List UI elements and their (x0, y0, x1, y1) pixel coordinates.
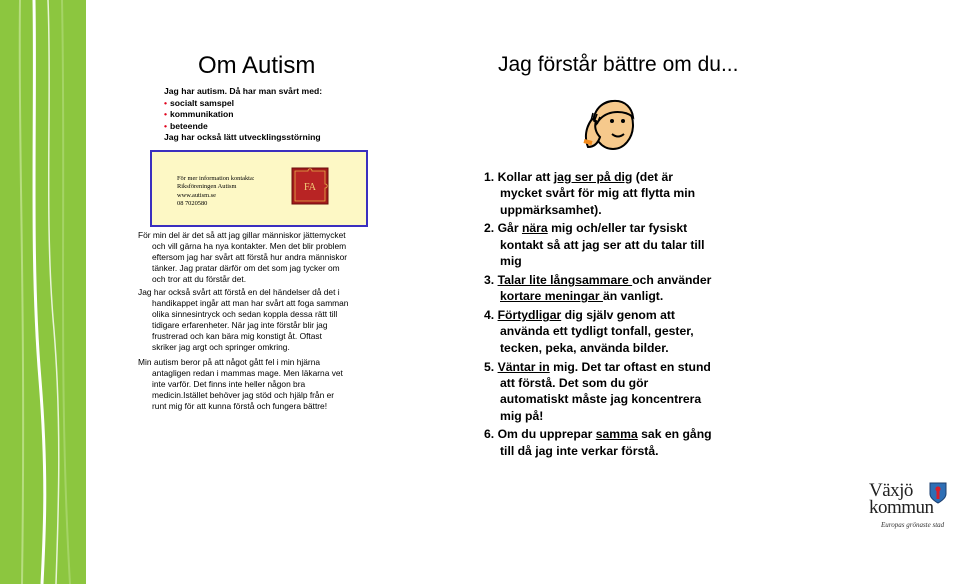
vaxjo-kommun-logo (869, 480, 955, 536)
list-item: 1. Kollar att jag ser på dig (det är mycket svårt för mig att flytta min uppmärksamhet). (484, 170, 696, 217)
info-box (150, 150, 368, 227)
info-text (177, 175, 255, 209)
paragraph-line: skriker jag argt och springer omkring. (152, 341, 290, 352)
svg-text:FA: FA (303, 182, 317, 193)
paragraph-line: För min del är det så att jag gillar människor jättemycket (138, 230, 346, 240)
intro-text (164, 86, 322, 144)
paragraph-line: och vill gärna ha nya kontakter. Men det blir problem (152, 240, 347, 251)
paragraph-line: antagligen redan i mammas mage. Men läkarna vet (152, 367, 343, 378)
intro-bullet: • beteende (164, 120, 208, 131)
puzzle-logo-icon (291, 167, 329, 205)
intro-bullet: • kommunikation (164, 109, 234, 120)
paragraph-line: Min autism beror på att något gått fel i min hjärna (138, 357, 321, 367)
crest-icon (929, 482, 947, 504)
paragraph-line: inte varför. Det finns inte heller någon bra (152, 378, 306, 389)
paragraph (138, 287, 370, 352)
decorative-sidebar (0, 0, 86, 584)
paragraph-line: frustrerad och kan bära mig konstigt åt. Oftast (152, 330, 322, 341)
list-item: 6. Om du upprepar samma sak en gång till då jag inte verkar förstå. (484, 427, 712, 458)
list-item: 2. Går nära mig och/eller tar fysiskt kontakt så att jag ser att du talar till mig (484, 221, 705, 269)
info-line: För mer information kontakta: (177, 175, 255, 182)
paragraph-line: medicin.Istället behöver jag stöd och hjälp från er (152, 389, 335, 400)
intro-bullet: • socialt samspel (164, 97, 235, 108)
brand-line: Växjö (869, 480, 913, 501)
info-line: 08 7020580 (177, 200, 208, 208)
left-title: Om Autism (198, 52, 316, 79)
paragraph-line: runt mig för att kunna förstå och fungera bättre! (152, 400, 328, 411)
paragraph-line: olika sinnesintryck och sedan koppla dessa rätt till (152, 308, 338, 319)
paragraph-line: handikappet ingår att man har svårt att foga samman (152, 297, 349, 308)
intro-line: Jag har autism. Då har man svårt med: (164, 86, 323, 96)
info-line: Riksföreningen Autism (177, 183, 237, 191)
info-line: www.autism.se (177, 191, 216, 199)
paragraph-line: tänker. Jag pratar därför om det som jag tycker om (152, 262, 340, 273)
paragraph-line: eftersom jag har svårt att förstå hur andra människor (152, 251, 348, 262)
right-title: Jag förstår bättre om du... (498, 53, 739, 76)
intro-line: Jag har också lätt utvecklingsstörning (164, 132, 321, 143)
list-item: 4. Förtydligar dig själv genom att använda ett tydligt tonfall, gester, tecken, peka, använda bilder. (484, 308, 694, 355)
list-item: 5. Väntar in mig. Det tar oftast en stund att förstå. Det som du gör automatiskt måste jag koncentrera mig på! (484, 359, 711, 423)
brand-line: kommun (869, 497, 934, 518)
face-hand-icon (582, 97, 636, 153)
paragraph-line: och tror att du förstår det. (152, 273, 247, 284)
sidebar-curves (0, 0, 86, 584)
tips-list (484, 169, 712, 462)
paragraph-line: Jag har också svårt att förstå en del händelser då det i (138, 287, 340, 297)
list-item: 3. Talar lite långsammare och använder kortare meningar än vanligt. (484, 272, 712, 304)
paragraph (138, 230, 370, 285)
paragraph (138, 357, 370, 412)
brand-tagline: Europas grönaste stad (881, 521, 945, 529)
paragraph-line: tidigare erfarenheter. När jag inte förstår blir jag (152, 319, 328, 330)
